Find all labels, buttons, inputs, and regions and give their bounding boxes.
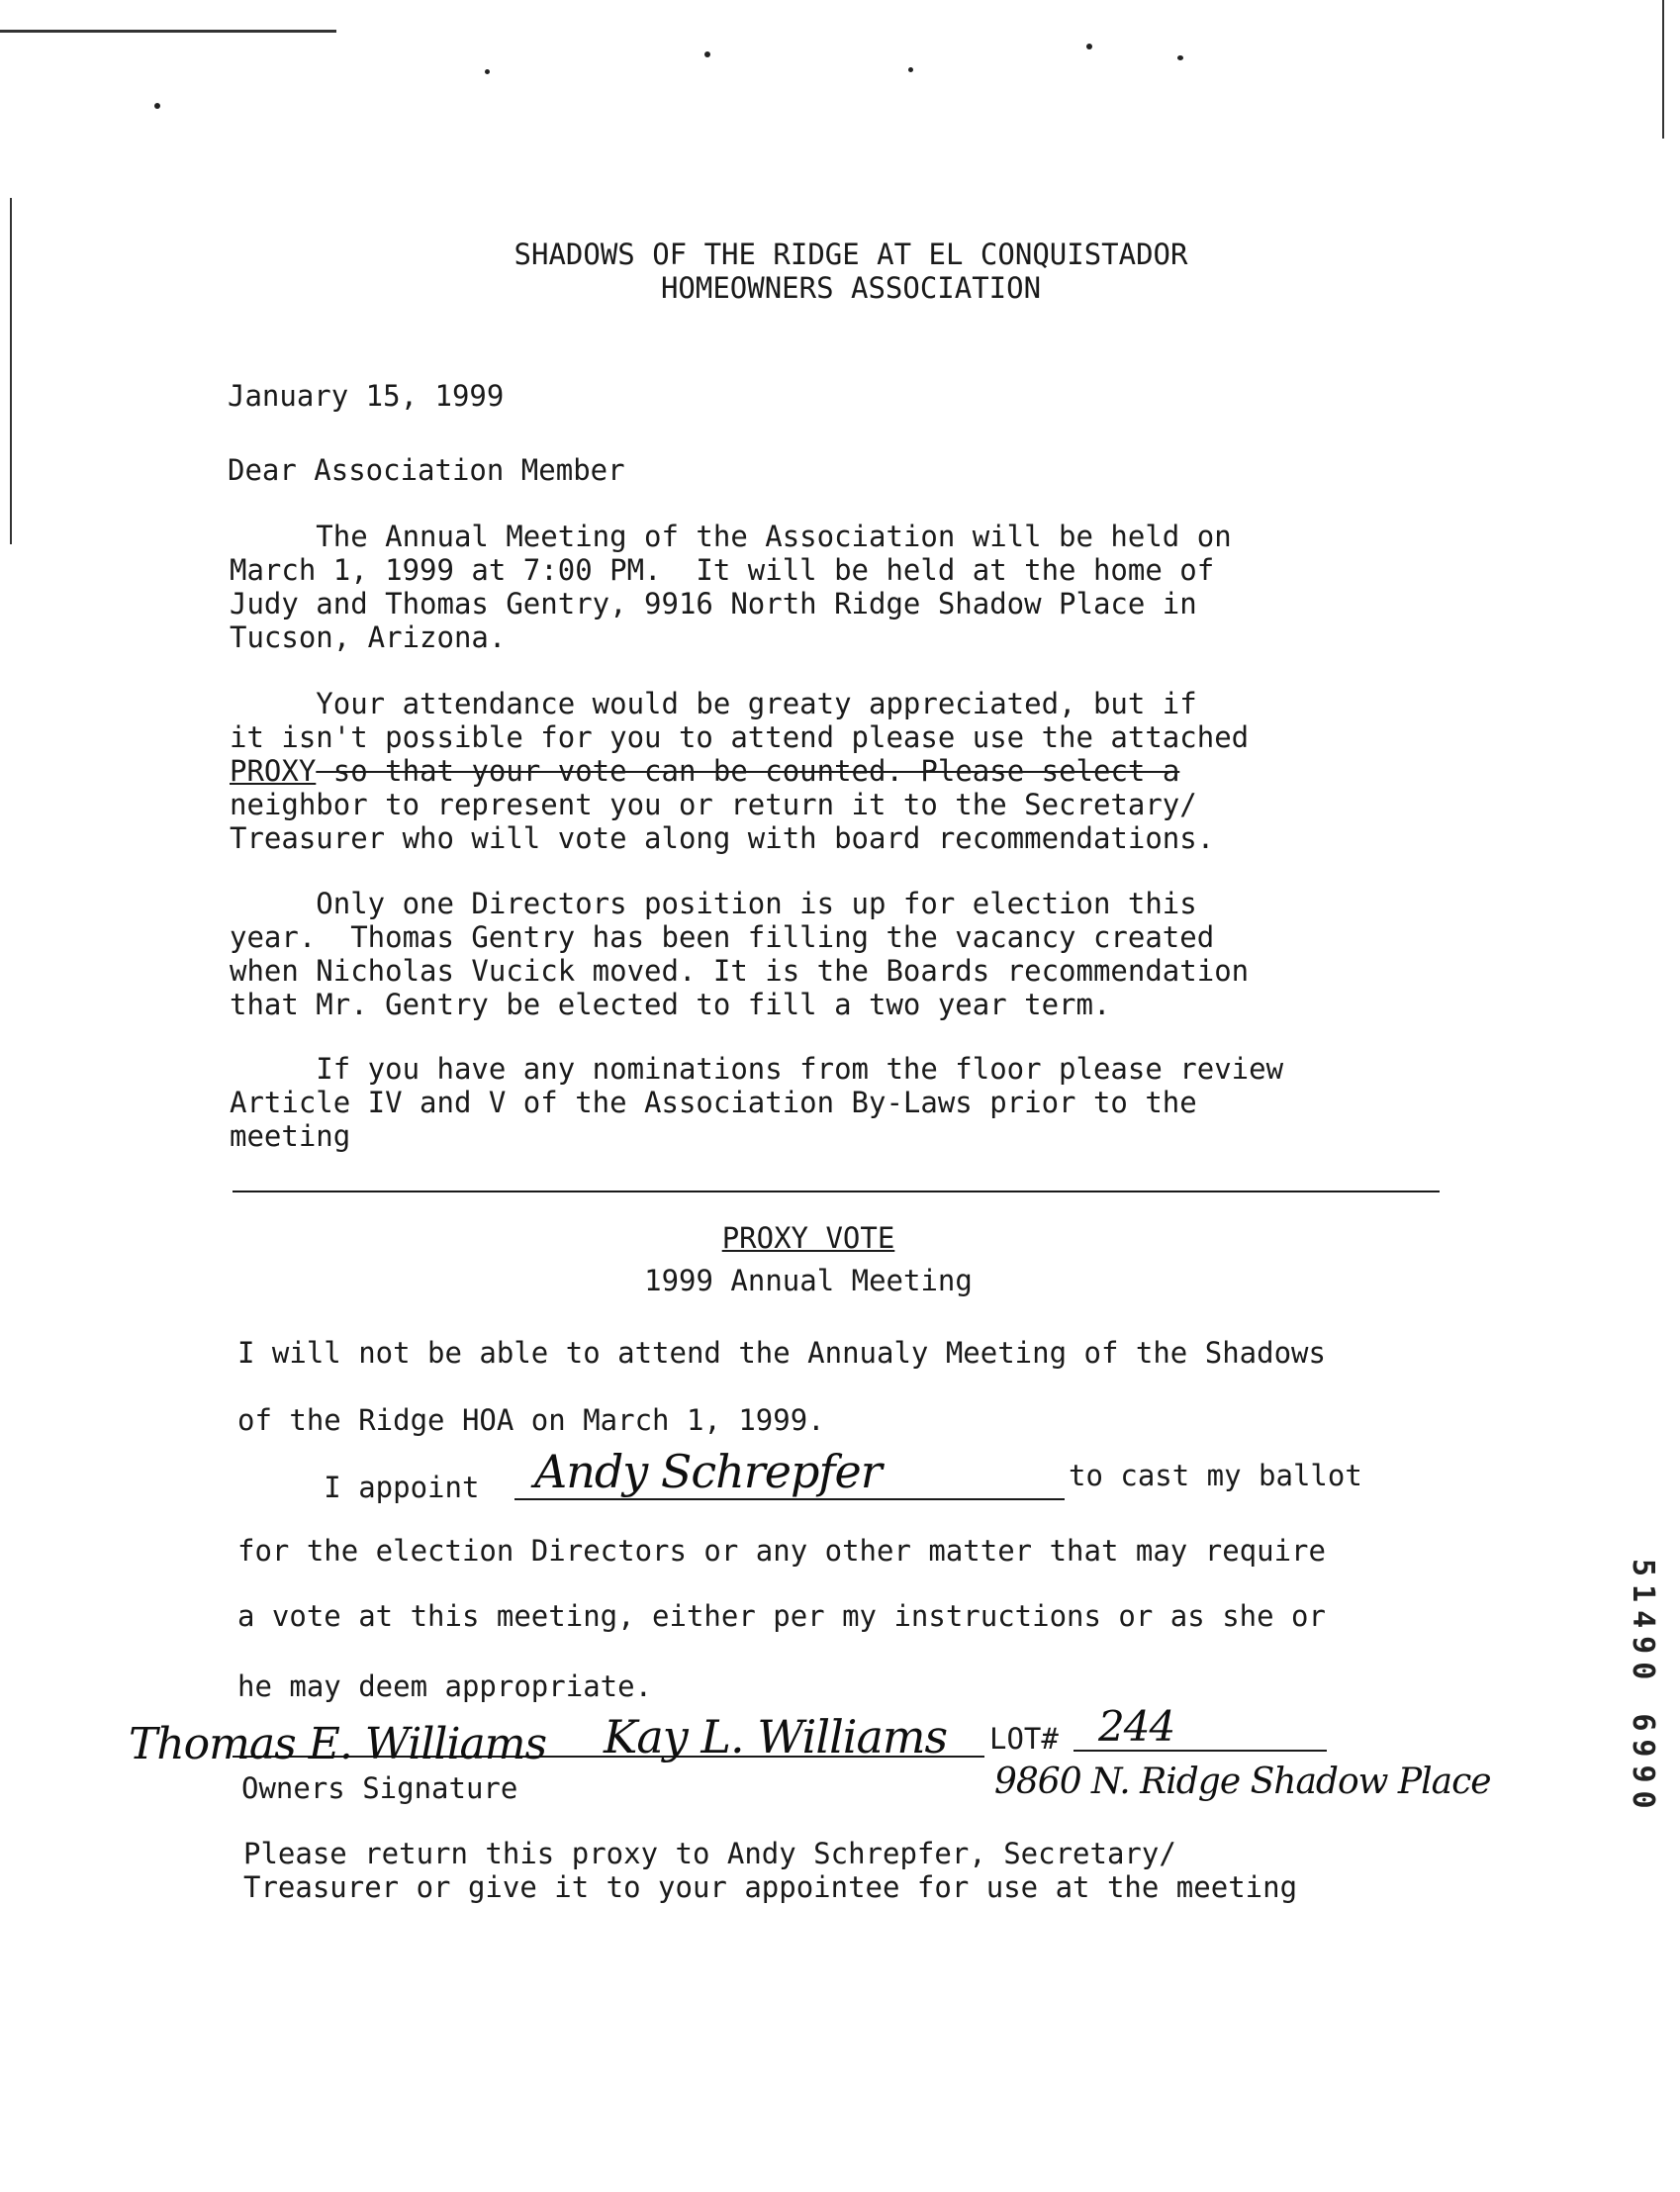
proxy-line: a vote at this meeting, either per my instructions or as she or [237, 1599, 1326, 1633]
section-divider [233, 1191, 1440, 1192]
para1-line: March 1, 1999 at 7:00 PM. It will be held at the home of [230, 553, 1215, 587]
para4-line: If you have any nominations from the floor please review [230, 1052, 1284, 1086]
signature-kay: Kay L. Williams [604, 1710, 948, 1763]
scan-edge-top [0, 30, 336, 33]
scan-speck [154, 103, 160, 109]
scan-edge-right [1662, 0, 1664, 139]
proxy-title: PROXY VOTE [721, 1221, 895, 1255]
appointee-handwriting: Andy Schrepfer [534, 1445, 882, 1498]
para2-line: it isn't possible for you to attend please use the attached [230, 720, 1250, 754]
owners-signature-label: Owners Signature [241, 1771, 518, 1805]
return-instructions-line: Treasurer or give it to your appointee for use at the meeting [243, 1870, 1298, 1904]
appoint-prefix: I appoint [237, 1471, 480, 1504]
para4-line: Article IV and V of the Association By-Laws prior to the [230, 1086, 1197, 1119]
letterhead-line2: HOMEOWNERS ASSOCIATION [660, 271, 1042, 305]
scan-speck [908, 67, 913, 72]
document-number-stamp: 51490 6990 [1626, 1559, 1660, 1817]
lot-label: LOT# [989, 1722, 1059, 1756]
para1-line: Tucson, Arizona. [230, 620, 507, 654]
proxy-underlined: PROXY [230, 754, 317, 788]
para3-line: Only one Directors position is up for election this [230, 887, 1197, 920]
para4-line: meeting [230, 1119, 351, 1153]
proxy-subtitle: 1999 Annual Meeting [644, 1264, 973, 1297]
para3-line: that Mr. Gentry be elected to fill a two year term. [230, 988, 1111, 1021]
struck-text: so that your vote can be counted. Please select a [316, 754, 1180, 788]
proxy-line: for the election Directors or any other matter that may require [237, 1534, 1326, 1568]
return-instructions-line: Please return this proxy to Andy Schrepfer, Secretary/ [243, 1837, 1176, 1870]
para2-line: Treasurer who will vote along with board recommendations. [230, 821, 1215, 855]
proxy-line: of the Ridge HOA on March 1, 1999. [237, 1403, 825, 1437]
letterhead-line1: SHADOWS OF THE RIDGE AT EL CONQUISTADOR [513, 238, 1188, 271]
lot-number-handwriting: 244 [1098, 1702, 1175, 1751]
para2-line [230, 754, 1179, 788]
para2-line: neighbor to represent you or return it to the Secretary/ [230, 788, 1197, 821]
para2-line: Your attendance would be greaty appreciated, but if [230, 687, 1197, 720]
para3-line: when Nicholas Vucick moved. It is the Boards recommendation [230, 954, 1250, 988]
appointee-line [514, 1498, 1065, 1500]
scan-speck [1177, 55, 1183, 60]
scan-speck [1086, 44, 1092, 49]
letter-salutation: Dear Association Member [228, 453, 625, 487]
para1-line: Judy and Thomas Gentry, 9916 North Ridge Shadow Place in [230, 587, 1197, 620]
proxy-line: he may deem appropriate. [237, 1669, 653, 1703]
para3-line: year. Thomas Gentry has been filling the vacancy created [230, 920, 1215, 954]
letter-date: January 15, 1999 [228, 379, 505, 413]
signature-thomas: Thomas E. Williams [129, 1719, 547, 1769]
proxy-line: I will not be able to attend the Annualy Meeting of the Shadows [237, 1336, 1326, 1370]
appoint-suffix: to cast my ballot [1069, 1459, 1362, 1492]
scan-speck [485, 69, 490, 74]
para1-line: The Annual Meeting of the Association will be held on [230, 520, 1232, 553]
scan-speck [704, 51, 710, 57]
address-handwriting: 9860 N. Ridge Shadow Place [994, 1762, 1491, 1802]
